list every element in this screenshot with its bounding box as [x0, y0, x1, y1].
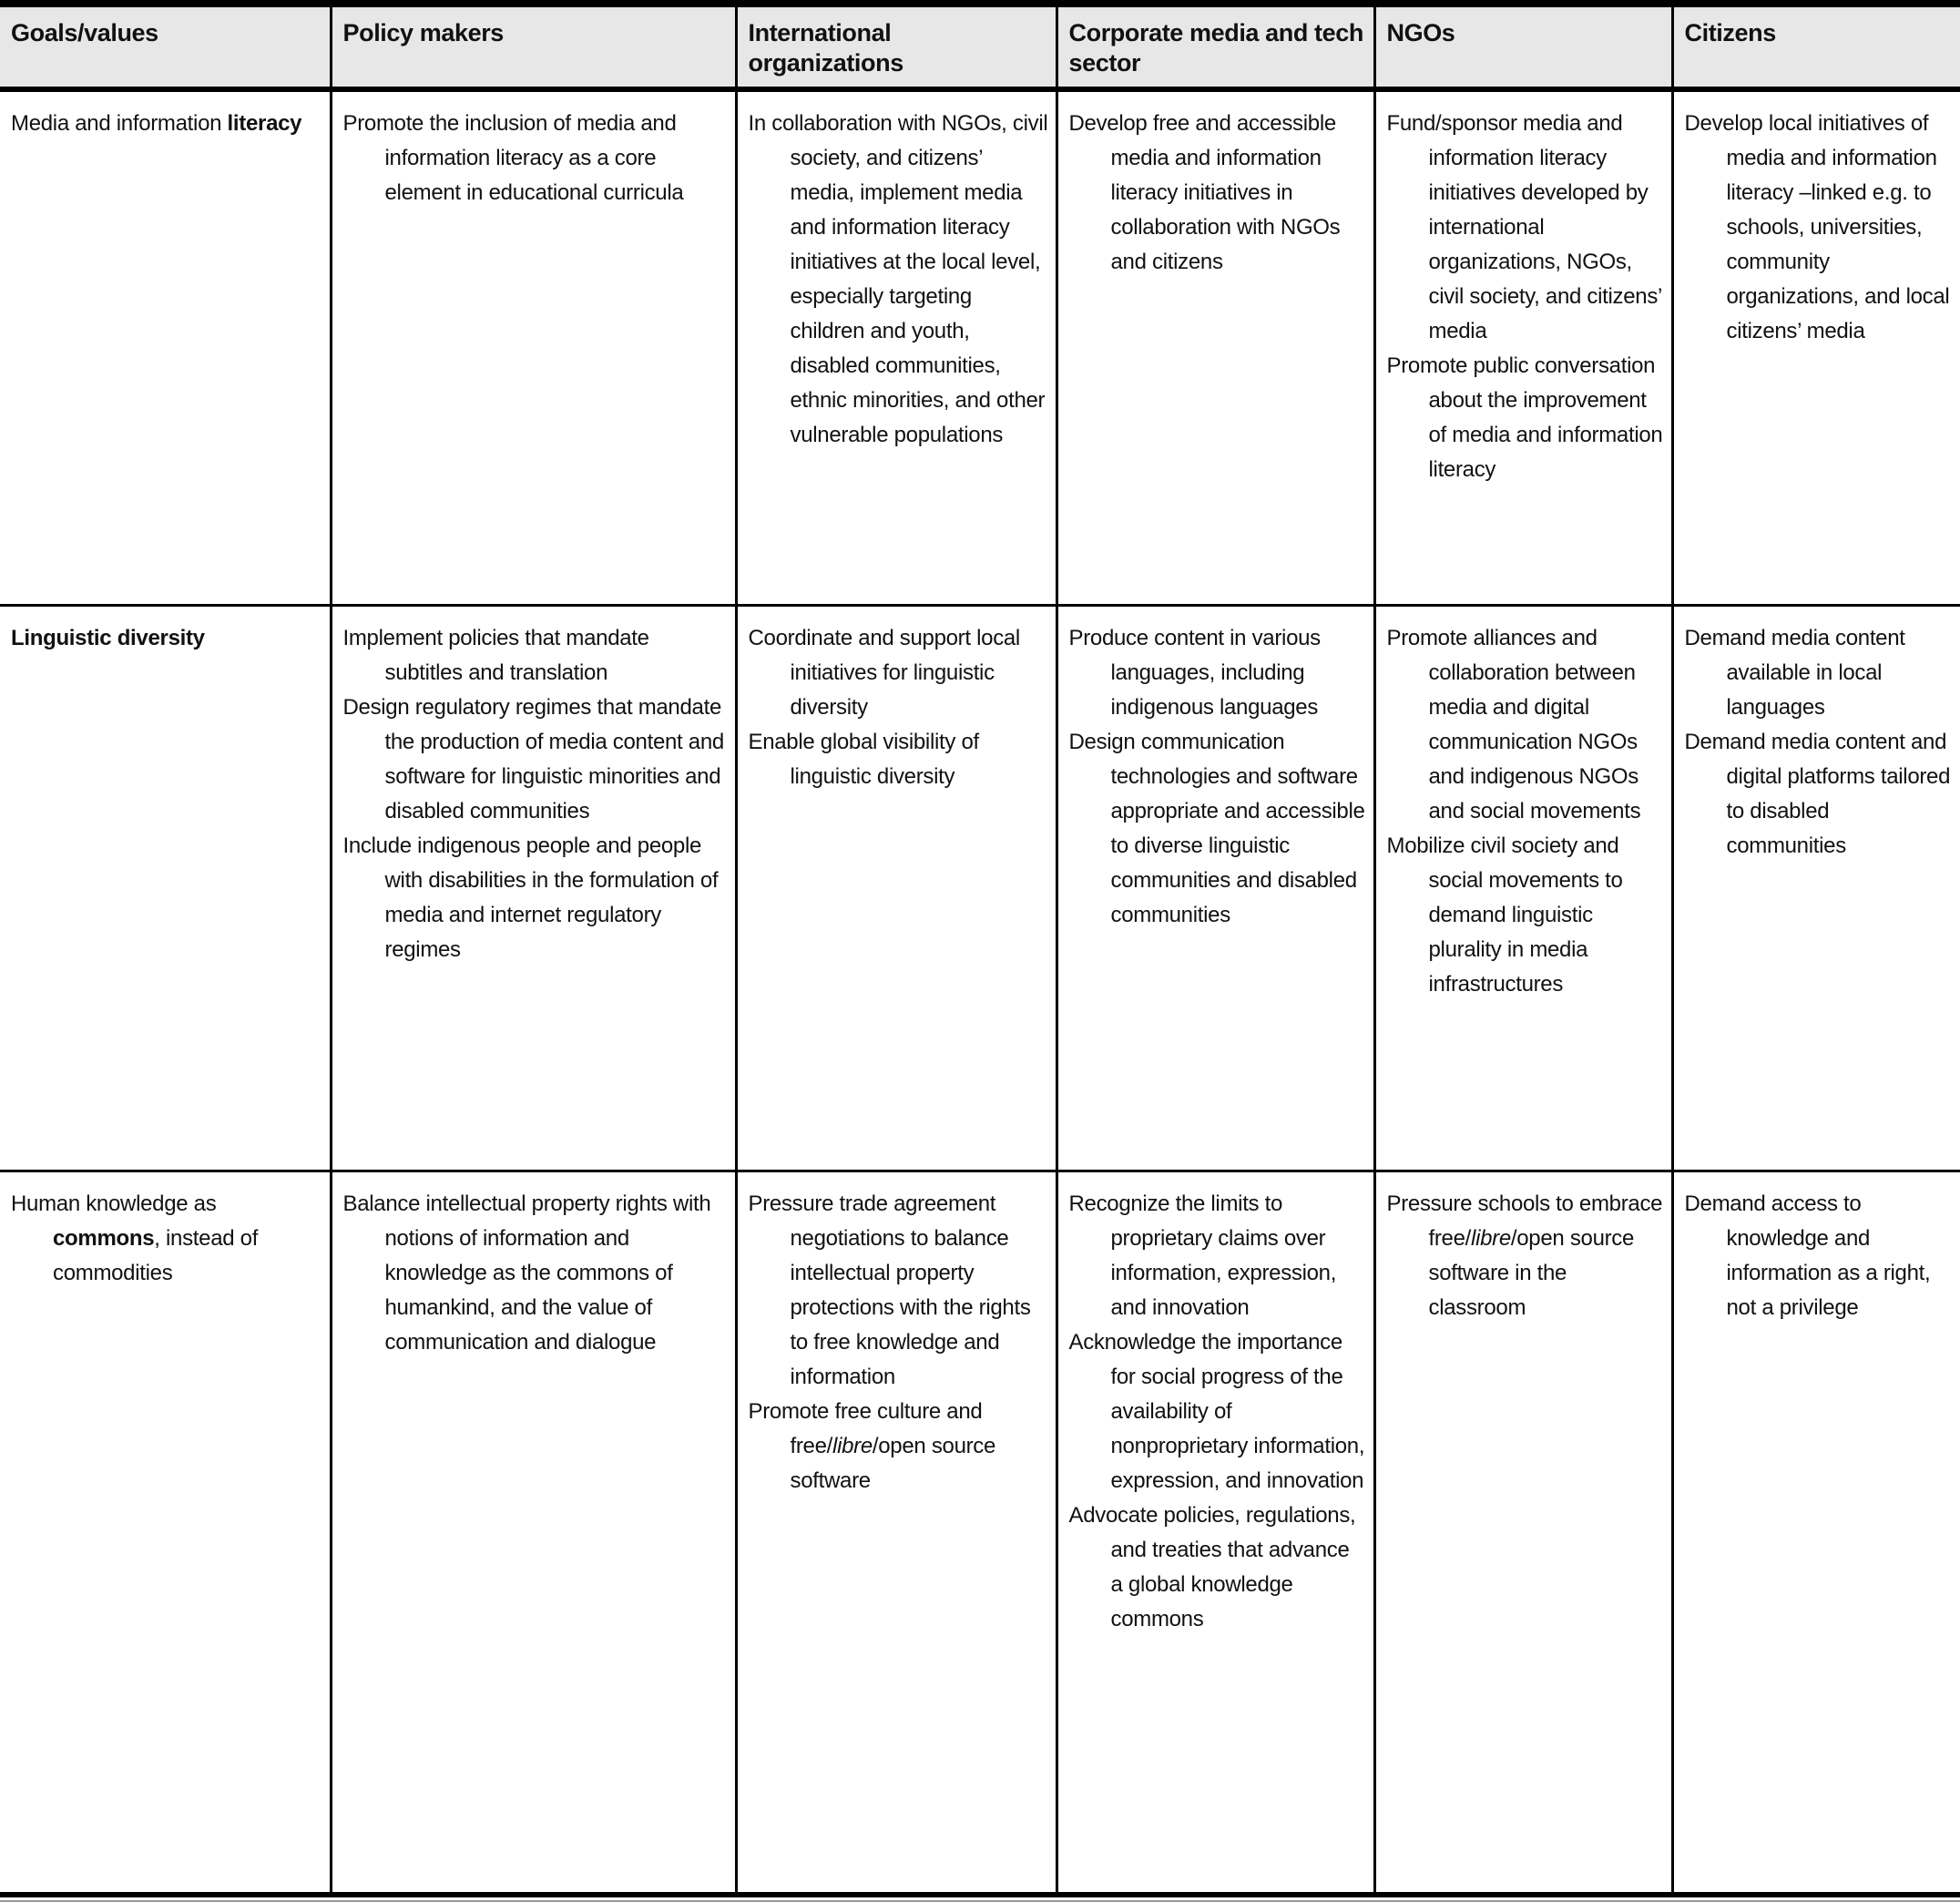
cell-policy-makers — [331, 606, 736, 1171]
cell-paragraph: Promote alliances and collaboration between media and digital communication NGOs and indigenous NGOs and social movements — [1386, 626, 1641, 823]
cell-paragraph: Human knowledge as commons, instead of commodities — [11, 1191, 259, 1285]
cell-paragraph: Design regulatory regimes that mandate the production of media content and software for linguistic minorities and disabled communities — [342, 695, 724, 823]
cell-paragraph: Promote the inclusion of media and information literacy as a core element in educational curricula — [342, 111, 684, 205]
table-row — [0, 89, 1960, 606]
cell-paragraph: Linguistic diversity — [11, 626, 205, 650]
cell-paragraph: Recognize the limits to proprietary claims over information, expression, and innovation — [1068, 1191, 1337, 1320]
cell-paragraph: Coordinate and support local initiatives for linguistic diversity — [748, 626, 1020, 720]
cell-corporate-media-and-tech-sector — [1057, 606, 1374, 1171]
cell-corporate-media-and-tech-sector — [1057, 89, 1374, 606]
goal-cell — [0, 1171, 331, 1896]
cell-corporate-media-and-tech-sector — [1057, 1171, 1374, 1896]
cell-paragraph: In collaboration with NGOs, civil society, and citizens’ media, implement media and information literacy initiatives at the local level, especially targeting children and youth, disabled communities, ethnic minorities, and other vulnerable populations — [748, 111, 1048, 447]
table-row — [0, 606, 1960, 1171]
goal-cell — [0, 89, 331, 606]
cell-paragraph: Enable global visibility of linguistic diversity — [748, 730, 979, 789]
cell-paragraph: Develop free and accessible media and information literacy initiatives in collaboration with NGOs and citizens — [1068, 111, 1341, 274]
cell-paragraph: Mobilize civil society and social movements to demand linguistic plurality in media infrastructures — [1386, 833, 1623, 997]
header-row — [0, 4, 1960, 89]
cell-paragraph: Design communication technologies and software appropriate and accessible to diverse linguistic communities and disabled communities — [1068, 730, 1365, 927]
cell-paragraph: Include indigenous people and people with disabilities in the formulation of media and internet regulatory regimes — [342, 833, 719, 962]
cell-paragraph: Advocate policies, regulations, and treaties that advance a global knowledge commons — [1068, 1503, 1356, 1631]
column-header-ngos: NGOs — [1374, 4, 1672, 89]
cell-paragraph: Media and information literacy — [11, 111, 302, 136]
cell-paragraph: Develop local initiatives of media and information literacy –linked e.g. to schools, universities, community organizations, and local citizens’ media — [1684, 111, 1950, 343]
cell-policy-makers — [331, 1171, 736, 1896]
column-header-citizens: Citizens — [1672, 4, 1960, 89]
cell-paragraph: Promote public conversation about the improvement of media and information literacy — [1386, 353, 1663, 482]
cell-paragraph: Promote free culture and free/libre/open source software — [748, 1399, 996, 1493]
table-header — [0, 4, 1960, 89]
cell-paragraph: Implement policies that mandate subtitles and translation — [342, 626, 649, 685]
cell-international-organizations — [736, 606, 1057, 1171]
cell-paragraph: Pressure trade agreement negotiations to balance intellectual property protections with the rights to free knowledge and information — [748, 1191, 1031, 1389]
cell-ngos — [1374, 606, 1672, 1171]
cell-paragraph: Demand media content available in local languages — [1684, 626, 1905, 720]
cell-paragraph: Pressure schools to embrace free/libre/open source software in the classroom — [1386, 1191, 1663, 1320]
table-body — [0, 89, 1960, 1895]
cell-citizens — [1672, 1171, 1960, 1896]
cell-paragraph: Fund/sponsor media and information literacy initiatives developed by international organizations, NGOs, civil society, and citizens’ media — [1386, 111, 1662, 343]
cell-citizens — [1672, 89, 1960, 606]
cell-paragraph: Balance intellectual property rights with notions of information and knowledge as the commons of humankind, and the value of communication and dialogue — [342, 1191, 711, 1355]
cell-paragraph: Produce content in various languages, including indigenous languages — [1068, 626, 1321, 720]
cell-citizens — [1672, 606, 1960, 1171]
cell-ngos — [1374, 1171, 1672, 1896]
column-header-goals-values: Goals/values — [0, 4, 331, 89]
column-header-corporate-media-and-tech-sector: Corporate media and tech sector — [1057, 4, 1374, 89]
column-header-policy-makers: Policy makers — [331, 4, 736, 89]
cell-policy-makers — [331, 89, 736, 606]
cell-international-organizations — [736, 1171, 1057, 1896]
cell-paragraph: Demand access to knowledge and information as a right, not a privilege — [1684, 1191, 1931, 1320]
goal-cell — [0, 606, 331, 1171]
cell-international-organizations — [736, 89, 1057, 606]
cell-ngos — [1374, 89, 1672, 606]
cell-paragraph: Demand media content and digital platforms tailored to disabled communities — [1684, 730, 1951, 858]
column-header-international-organizations: International organizations — [736, 4, 1057, 89]
cell-paragraph: Acknowledge the importance for social progress of the availability of nonproprietary information, expression, and innovation — [1068, 1330, 1365, 1493]
table-row — [0, 1171, 1960, 1896]
